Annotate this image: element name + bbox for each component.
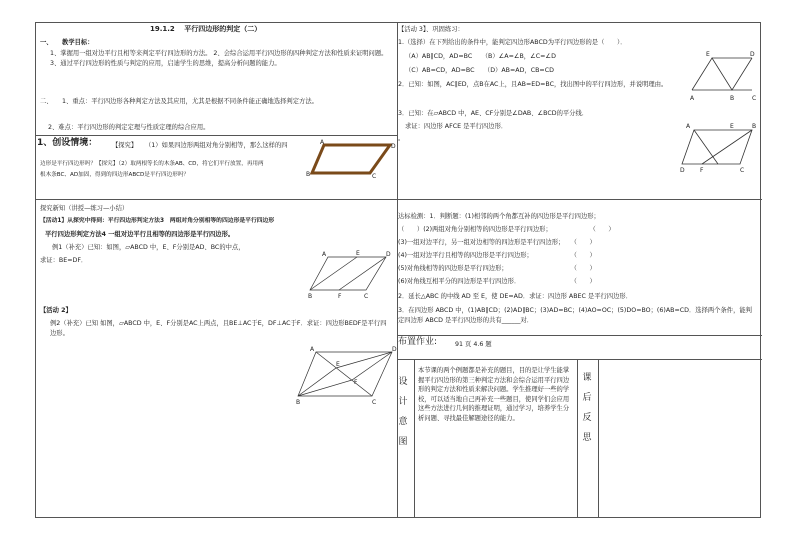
- difficulty: 2、难点：平行四边形的判定定理与性质定理的综合应用。: [48, 124, 210, 131]
- homework-label: 布置作业:: [398, 337, 438, 347]
- svg-text:A: A: [320, 139, 325, 146]
- svg-text:E: E: [356, 250, 360, 257]
- cell-divider: [598, 359, 599, 517]
- check-3: (3)一组对边平行，另一组对边相等的四边形是平行四边形； （ ）: [398, 239, 596, 246]
- svg-text:D: D: [386, 251, 391, 258]
- explore-q1b: 边形是平行四边形吗？【探究】（2）取两根等长的木条AB、CD，将它们平行放置，再用两: [40, 161, 264, 167]
- svg-text:A: A: [690, 95, 695, 102]
- row-divider: [397, 359, 762, 360]
- activity2: 【活动 2】: [40, 307, 72, 314]
- check-7: 2．延长△ABC 的中线 AD 至 E，使 DE=AD．求证：四边形 ABEC 是平行四边形．: [398, 293, 632, 300]
- svg-text:D: D: [392, 346, 397, 353]
- svg-text:B: B: [308, 293, 313, 300]
- q1-options-2: （C）AB=CD，AD=BC （D）AB=AD，CB=CD: [405, 67, 554, 74]
- figure-q2: [690, 50, 760, 105]
- check-2: （ ）(2)两组对角分别相等的四边形是平行四边形； （ ）: [398, 226, 615, 233]
- method4: 平行四边形判定方法4 一组对边平行且相等的四边形是平行四边形。: [45, 231, 235, 238]
- svg-text:D: D: [391, 143, 396, 150]
- example2: 例2（补充）已知 如图，▱ABCD 中，E、F分别是AC上两点，且BE⊥AC于E，DF⊥AC于F．求证：四边形BEDF是平行四边形。: [50, 320, 387, 337]
- figure-parallelogram-abcd: [306, 140, 396, 180]
- q2: 2．已知：如图，AC∥ED，点B在AC上，且AB=ED=BC，找出图中的平行四边形，并说明理由。: [398, 81, 668, 88]
- example1: 例1（补充）已知：如图，▱ABCD 中，E、F分别是AD、BC的中点，: [52, 244, 245, 251]
- explore-label: 【探究】: [112, 142, 138, 149]
- design-intent-text: 本节课的两个例题都是补充的题目，目的是让学生能掌握平行四边形的第三种判定方法和会综合运用平行四边形的判定方法和性质来解决问题。学生推理好一些的学校，可以适当地自己再补充一些题目，使同学们会应用这些方法进行几何的推理证明，通过学习，培养学生分析问题、寻找最佳解题途径的能力。: [418, 367, 570, 422]
- design-heading: 1、创设情境：: [37, 138, 98, 148]
- svg-text:E: E: [730, 123, 734, 130]
- lesson-title: 19.1.2 平行四边形的判定（二）: [150, 25, 262, 33]
- row-divider: [397, 199, 762, 200]
- reflection-label: 课 后 反 思: [582, 373, 592, 443]
- svg-text:F: F: [338, 293, 342, 300]
- svg-text:B: B: [730, 95, 735, 102]
- row-divider: [397, 335, 762, 336]
- svg-text:B: B: [306, 171, 311, 178]
- activity1: 【活动1】从探究中得到：平行四边形判定方法3 两组对角分别相等的四边形是平行四边形: [40, 218, 275, 224]
- new-knowledge: 探究新知（讲授—练习—小结）: [40, 205, 129, 212]
- explore-q1: （1）如果四边形两组对角分别相等，那么这样的四: [145, 142, 288, 149]
- example1b: 求证：BE=DF．: [40, 257, 88, 264]
- svg-text:B: B: [752, 123, 757, 130]
- activity3: 【活动 3】、巩固练习：: [398, 26, 464, 33]
- cell-divider: [577, 359, 578, 517]
- svg-text:C: C: [740, 167, 745, 174]
- svg-text:E: E: [706, 51, 710, 58]
- svg-text:F: F: [700, 167, 704, 174]
- figure-example1: [308, 250, 391, 300]
- svg-text:D: D: [750, 51, 755, 58]
- dot: 。: [398, 135, 405, 142]
- svg-text:C: C: [372, 399, 377, 406]
- check-4: (4)一组对边平行且相等的四边形是平行四边形； （ ）: [398, 252, 596, 259]
- svg-text:C: C: [364, 293, 369, 300]
- figure-q3: [680, 122, 760, 177]
- section-goals: 一、 教学目标：: [40, 39, 94, 46]
- q3: 3．已知：在▱ABCD 中，AE、CF分别是∠DAB、∠BCD的平分线．: [398, 110, 589, 117]
- svg-text:D: D: [680, 167, 685, 174]
- row-divider: [36, 199, 397, 200]
- key-points: 二、 1、重点：平行四边形各种判定方法及其应用，尤其是根据不同条件能正确地选择判定方法。: [40, 98, 318, 105]
- explore-q1c: 根木条BC、AD加固，得到的四边形ABCD是平行四边形吗？: [40, 172, 190, 178]
- svg-text:A: A: [322, 251, 327, 258]
- cell-divider: [414, 359, 415, 517]
- svg-text:A: A: [686, 123, 691, 130]
- check-8: 3．在四边形 ABCD 中，(1)AB∥CD；(2)AD∥BC；(3)AD=BC；(4)AO=OC；(5)DO=BO；(6)AB=CD．选择两个条件，能判定四边形 ABCD 是平行四边形的共有______对．: [398, 307, 752, 324]
- row-divider: [36, 135, 397, 136]
- q1: 1.（选择）在下列给出的条件中，能判定四边形ABCD为平行四边形的是（ ）．: [398, 39, 627, 46]
- svg-text:B: B: [296, 399, 301, 406]
- check-1: 达标检测：1．判断题：(1)相邻的两个角都互补的四边形是平行四边形；: [398, 213, 600, 220]
- check-5: (5)对角线相等的四边形是平行四边形； （ ）: [398, 265, 596, 272]
- q3b: 求证：四边形 AFCE 是平行四边形．: [405, 123, 508, 130]
- svg-text:E: E: [336, 361, 340, 368]
- homework-text: 91 页 4.6 题: [455, 341, 492, 348]
- figure-example2: [296, 346, 396, 406]
- svg-text:F: F: [354, 379, 358, 386]
- svg-text:A: A: [310, 346, 315, 353]
- svg-text:C: C: [752, 95, 757, 102]
- design-intent-label: 设 计 意 图: [398, 377, 408, 447]
- q1-options-1: （A）AB∥CD，AD=BC （B）∠A=∠B，∠C=∠D: [405, 53, 556, 60]
- check-6: (6)对角线互相平分的四边形是平行四边形． （ ）: [398, 278, 596, 285]
- svg-text:C: C: [372, 173, 377, 180]
- goals-text: 1、掌握用一组对边平行且相等来判定平行四边形的方法。 2、会综合运用平行四边形的四种判定方法和性质来证明问题。 3、通过平行四边形的性质与判定的应用，启迪学生的思维，提高分析问题的能力。: [50, 50, 388, 67]
